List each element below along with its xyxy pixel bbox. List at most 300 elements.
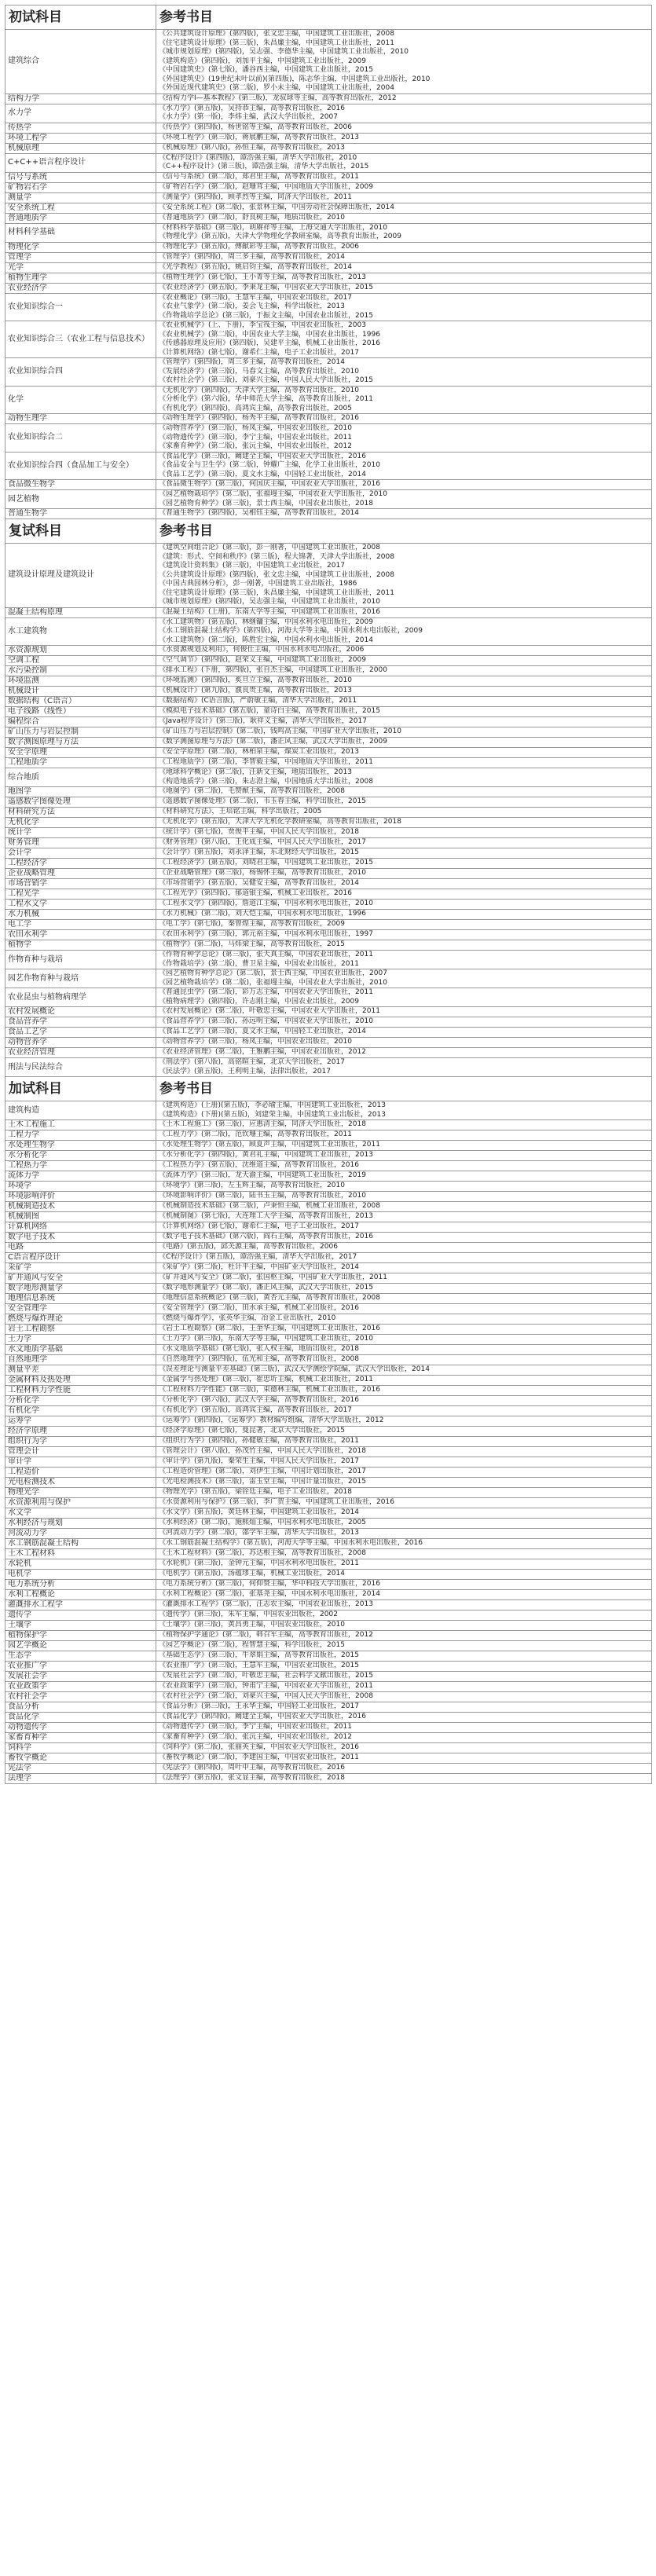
book-entry: 《植物病理学》(第四版)，许志刚主编，中国农业出版社，2009 <box>159 997 359 1006</box>
subject-cell: 水工钢筋混凝土结构 <box>5 1539 156 1549</box>
subject-cell: 机械制图 <box>5 1212 156 1222</box>
books-cell <box>156 758 652 768</box>
subject-cell: 测量学 <box>5 192 156 203</box>
subject-cell: 农业知识综合三（农业工程与信息技术） <box>5 321 156 358</box>
books-cell <box>156 1151 652 1161</box>
book-entry: 《园艺植物育种学》(第三版)，景士西主编，中国农业出版社，2018 <box>159 499 373 508</box>
subject-cell: 测量平差 <box>5 1365 156 1376</box>
books-cell <box>156 1559 652 1570</box>
table-row <box>5 1017 652 1028</box>
books-cell <box>156 1406 652 1416</box>
book-entry: 《数字电子技术基础》(第六版)，阎石主编，高等教育出版社，2016 <box>159 1233 373 1241</box>
table-row <box>5 1427 652 1437</box>
book-entry: 《统计学》(第七版)，贾俊平主编，中国人民大学出版社，2018 <box>159 828 359 837</box>
book-entry: 《家畜育种学》(第二版)，张沅主编，中国农业出版社，2012 <box>159 442 352 450</box>
books-cell <box>156 1345 652 1355</box>
book-entry: 《民法学》(第五版)，王利明主编，法律出版社，2017 <box>159 1067 331 1075</box>
books-cell <box>156 1508 652 1519</box>
books-cell <box>156 646 652 656</box>
books-cell <box>156 1539 652 1549</box>
book-entry: 《管理学》(第四版)，周三多主编，高等教育出版社，2014 <box>159 252 345 261</box>
table-row <box>5 697 652 707</box>
books-cell <box>156 988 652 1007</box>
subject-cell: 电工学 <box>5 920 156 930</box>
subject-cell: 统计学 <box>5 828 156 838</box>
book-entry: 《建筑：形式、空间和秩序》(第三版)，程大锦著，天津大学出版社，2008 <box>159 552 394 561</box>
table-row <box>5 1406 652 1416</box>
table-row <box>5 1058 652 1077</box>
subject-cell: 家畜育种学 <box>5 1733 156 1743</box>
subject-cell: 电力系统分析 <box>5 1580 156 1590</box>
books-column-header: 参考书目 <box>156 519 652 544</box>
subject-cell: 农业知识综合四（食品加工与安全） <box>5 452 156 480</box>
books-cell <box>156 1365 652 1376</box>
subject-cell: 发展社会学 <box>5 1672 156 1682</box>
book-entry: 《农业气象学》(第二版)，姜会飞主编，科学出版社，2013 <box>159 302 345 310</box>
table-row <box>5 930 652 940</box>
table-row <box>5 1478 652 1488</box>
subject-cell: 市场营销学 <box>5 879 156 889</box>
subject-cell: 农业政策学 <box>5 1682 156 1692</box>
table-row <box>5 358 652 387</box>
subject-cell: 食品工艺学 <box>5 1028 156 1038</box>
book-entry: 《矿山压力与岩层控制》(第二版)，钱鸣高主编，中国矿业大学出版社，2010 <box>159 727 401 736</box>
book-entry: 《运筹学》(第四版)，《运筹学》教材编写组编，清华大学出版社，2012 <box>159 1416 384 1425</box>
subject-cell: 采矿学 <box>5 1263 156 1273</box>
books-cell <box>156 1028 652 1038</box>
subject-cell: 河流动力学 <box>5 1529 156 1539</box>
books-cell <box>156 687 652 697</box>
subject-cell: 管理学 <box>5 252 156 262</box>
books-cell <box>156 30 652 94</box>
book-entry: 《电路》(第五版)，邱关源主编，高等教育出版社，2006 <box>159 1243 338 1251</box>
table-row <box>5 262 652 273</box>
table-row <box>5 1130 652 1141</box>
books-cell <box>156 1325 652 1335</box>
table-row <box>5 1028 652 1038</box>
books-cell <box>156 1713 652 1723</box>
table-row <box>5 30 652 94</box>
subject-cell: 农业推广学 <box>5 1662 156 1672</box>
book-entry: 《水利经济》(第二版)，施熙灿主编，中国水利水电出版社，2005 <box>159 1519 366 1527</box>
book-entry: 《C程序设计》(第五版)，谭浩强主编，清华大学出版社，2017 <box>159 1253 357 1262</box>
book-entry: 《河流动力学》(第二版)，邵学军主编，清华大学出版社，2013 <box>159 1529 359 1537</box>
table-row <box>5 1488 652 1498</box>
book-entry: 《城市规划原理》(第四版)，吴志强、李德华主编，中国建筑工业出版社，2010 <box>159 48 409 56</box>
table-row <box>5 818 652 828</box>
book-entry: 《材料科学基础》(第三版)，胡赓祥等主编，上海交通大学出版社，2010 <box>159 223 387 232</box>
book-entry: 《燃烧与爆炸学》，张英华主编，冶金工业出版社，2010 <box>159 1314 336 1323</box>
subject-cell: 工程热力学 <box>5 1161 156 1171</box>
books-cell <box>156 930 652 940</box>
books-cell <box>156 1580 652 1590</box>
book-entry: 《机械设计》(第九版)，濮良贵主编，高等教育出版社，2013 <box>159 687 352 695</box>
table-row <box>5 1304 652 1314</box>
books-cell <box>156 242 652 252</box>
books-cell <box>156 1304 652 1314</box>
book-entry: 《机械制图》(第七版)，大连理工大学主编，高等教育出版社，2013 <box>159 1212 373 1221</box>
table-row <box>5 1335 652 1345</box>
table-row <box>5 1733 652 1743</box>
table-row <box>5 1141 652 1151</box>
book-entry: 《工程造价管理》(第二版)，刘伊生主编，中国计划出版社，2017 <box>159 1468 366 1476</box>
book-entry: 《水工钢筋混凝土结构学》(第五版)，河海大学等主编，中国水利水电出版社，2016 <box>159 1539 423 1548</box>
table-row <box>5 1753 652 1764</box>
subject-cell: 安全学原理 <box>5 748 156 758</box>
subject-cell: 遗传学 <box>5 1610 156 1621</box>
table-row <box>5 848 652 859</box>
subject-cell: 水力机械 <box>5 910 156 920</box>
books-cell <box>156 920 652 930</box>
table-row <box>5 1355 652 1365</box>
subject-cell: 水污染控制 <box>5 666 156 676</box>
book-entry: 《水工建筑物》(第二版)，陈胜宏主编，中国水利水电出版社，2014 <box>159 636 373 644</box>
books-cell <box>156 203 652 213</box>
book-entry: 《灌溉排水工程学》(第二版)，汪志农主编，中国农业出版社，2013 <box>159 1600 373 1609</box>
table-body <box>5 5 652 1784</box>
book-entry: 《刑法学》(第八版)，高铭暄主编，北京大学出版社，2017 <box>159 1058 345 1066</box>
subject-cell: 生态学 <box>5 1651 156 1662</box>
subject-cell: 水力学 <box>5 104 156 123</box>
subject-cell: 农业知识综合四 <box>5 358 156 387</box>
book-entry: 《宪法学》(第四版)，周叶中主编，高等教育出版社，2016 <box>159 1764 345 1772</box>
subject-cell: 水轮机 <box>5 1559 156 1570</box>
table-row <box>5 910 652 920</box>
table-row <box>5 988 652 1007</box>
book-entry: 《企业战略管理》(第三版)，杨锡怀主编，高等教育出版社，2010 <box>159 869 366 878</box>
subject-cell: 动物营养学 <box>5 1038 156 1048</box>
table-row <box>5 1713 652 1723</box>
book-entry: 《工程水文学》(第四版)，詹道江主编，中国水利水电出版社，2010 <box>159 900 373 908</box>
book-entry: 《环境学》(第三版)，左玉辉主编，高等教育出版社，2010 <box>159 1182 345 1190</box>
table-row <box>5 889 652 900</box>
book-entry: 《电工学》(第七版)，秦曾煌主编，高等教育出版社，2009 <box>159 920 345 929</box>
book-entry: 《城市规划原理》(第四版)，吴志强主编，中国建筑工业出版社，2010 <box>159 598 380 606</box>
subject-cell: 光学 <box>5 262 156 273</box>
book-entry: 《水文学》(第五版)，黄廷林主编，中国建筑工业出版社，2014 <box>159 1508 359 1517</box>
books-cell <box>156 969 652 988</box>
subject-cell: 遥感数字图像处理 <box>5 797 156 808</box>
subject-cell: 土壤学 <box>5 1621 156 1631</box>
books-cell <box>156 480 652 490</box>
books-cell <box>156 213 652 223</box>
table-row <box>5 940 652 951</box>
subject-cell: 电子线路（线性） <box>5 707 156 717</box>
book-entry: 《经济学原理》(第七版)，曼昆著，北京大学出版社，2015 <box>159 1427 345 1435</box>
table-row <box>5 748 652 758</box>
subject-cell: 地理信息系统 <box>5 1294 156 1304</box>
subject-cell: 动物遗传学 <box>5 1723 156 1733</box>
book-entry: 《饲料学》(第二版)，张丽英主编，中国农业大学出版社，2016 <box>159 1743 359 1752</box>
subject-cell: 园艺作物育种与栽培 <box>5 969 156 988</box>
book-entry: 《植物学》(第二版)，马炜梁主编，高等教育出版社，2015 <box>159 940 345 949</box>
book-entry: 《农业机械学》(上、下册)，李宝筏主编，中国农业出版社，2003 <box>159 321 366 329</box>
book-entry: 《食品工艺学》(第三版)，夏文水主编，中国轻工业出版社，2014 <box>159 1028 366 1036</box>
book-entry: 《农村发展概论》(第二版)，叶敬忠主编，中国农业大学出版社，2011 <box>159 1007 380 1016</box>
books-cell <box>156 697 652 707</box>
book-entry: 《环境影响评价》(第三版)，陆书玉主编，高等教育出版社，2010 <box>159 1192 366 1200</box>
book-entry: 《植物生理学》(第七版)，王小菁等主编，高等教育出版社，2013 <box>159 273 366 281</box>
subject-cell: 岩土工程勘察 <box>5 1325 156 1335</box>
books-cell <box>156 104 652 123</box>
table-row <box>5 1529 652 1539</box>
section-additional-header <box>5 1077 652 1101</box>
books-cell <box>156 1529 652 1539</box>
books-cell <box>156 1416 652 1427</box>
table-row <box>5 104 652 123</box>
book-entry: 《土力学》(第三版)，东南大学等主编，中国建筑工业出版社，2010 <box>159 1335 373 1343</box>
table-row <box>5 617 652 646</box>
books-column-header: 参考书目 <box>156 1077 652 1101</box>
book-entry: 《基础生态学》(第三版)，牛翠娟主编，高等教育出版社，2015 <box>159 1651 359 1660</box>
book-entry: 《水力学》(第五版)，吴持恭主编，高等教育出版社，2016 <box>159 104 345 112</box>
book-entry: 《传热学》(第四版)，杨世铭等主编，高等教育出版社，2006 <box>159 123 352 131</box>
books-cell <box>156 1171 652 1182</box>
subject-cell: 食品营养学 <box>5 1017 156 1028</box>
subject-cell: 数字地形测量学 <box>5 1284 156 1294</box>
table-row <box>5 143 652 153</box>
subject-cell: 水文地质学基础 <box>5 1345 156 1355</box>
book-entry: 《水文地质学基础》(第七版)，张人权主编，地质出版社，2018 <box>159 1345 359 1354</box>
subject-cell: 地图学 <box>5 787 156 797</box>
book-entry: 《水轮机》(第三版)，金钟元主编，中国水利水电出版社，2011 <box>159 1559 359 1568</box>
subject-cell: 数字测图原理与方法 <box>5 738 156 748</box>
book-entry: 《家畜育种学》(第二版)，张沅主编，中国农业出版社，2012 <box>159 1733 352 1742</box>
book-entry: 《信号与系统》(第二版)，郑君里主编，高等教育出版社，2011 <box>159 172 359 181</box>
book-entry: 《中国建筑史》(第七版)，潘谷西主编，中国建筑工业出版社，2015 <box>159 66 373 74</box>
books-cell <box>156 1284 652 1294</box>
book-entry: 《分析化学》(第六版)，华中师范大学主编，高等教育出版社，2011 <box>159 395 373 403</box>
reference-book-table <box>5 5 652 1784</box>
table-row <box>5 1396 652 1406</box>
table-row <box>5 1651 652 1662</box>
book-entry: 《财务管理》(第八版)，王化成主编，中国人民大学出版社，2017 <box>159 838 366 847</box>
table-row <box>5 787 652 797</box>
subject-cell: 水利工程概论 <box>5 1590 156 1600</box>
table-row <box>5 1764 652 1774</box>
subject-cell: 分析化学 <box>5 1396 156 1406</box>
books-cell <box>156 172 652 182</box>
table-row <box>5 509 652 519</box>
table-row <box>5 969 652 988</box>
books-cell <box>156 787 652 797</box>
books-cell <box>156 133 652 143</box>
subject-cell: 金属材料及热处理 <box>5 1376 156 1386</box>
book-entry: 《作物栽培学》(第二版)，曹卫星主编，中国农业出版社，2011 <box>159 959 359 968</box>
book-entry: 《农业政策学》(第三版)，钟甫宁主编，中国农业大学出版社，2011 <box>159 1682 373 1691</box>
book-entry: 《工程材料力学性能》(第三版)，束德林主编，机械工业出版社，2016 <box>159 1386 380 1394</box>
table-row <box>5 1621 652 1631</box>
book-entry: 《农业机械学》(第二版)，中国农业大学主编，中国农业出版社，1996 <box>159 330 380 339</box>
table-row <box>5 768 652 787</box>
subject-cell: 饲料学 <box>5 1743 156 1753</box>
table-row <box>5 213 652 223</box>
books-cell <box>156 1130 652 1141</box>
book-entry: 《作物育种学总论》(第三版)，张天真主编，中国农业出版社，2011 <box>159 951 373 958</box>
subject-cell: 环境监测 <box>5 676 156 687</box>
subject-cell: 水分析化学 <box>5 1151 156 1161</box>
books-cell <box>156 1017 652 1028</box>
book-entry: 《测量学》(第四版)，顾孝烈等主编，同济大学出版社，2011 <box>159 192 352 201</box>
subject-cell: 信号与系统 <box>5 172 156 182</box>
table-row <box>5 1437 652 1447</box>
book-entry: 《组织行为学》(第四版)，孙健敏主编，高等教育出版社，2011 <box>159 1437 359 1446</box>
book-entry: 《农业经济管理》(第二版)，王雅鹏主编，中国农业出版社，2012 <box>159 1048 366 1057</box>
books-cell <box>156 1182 652 1192</box>
books-cell <box>156 1253 652 1263</box>
book-entry: 《数字测图原理与方法》(第二版)，潘正风主编，武汉大学出版社，2009 <box>159 738 387 746</box>
book-entry: 《材料研究方法》，王培铭主编，科学出版社，2005 <box>159 808 322 816</box>
section-initial-header <box>5 5 652 30</box>
table-row <box>5 203 652 213</box>
books-cell <box>156 1478 652 1488</box>
table-row <box>5 1101 652 1120</box>
table-row <box>5 1692 652 1702</box>
book-entry: 《公共建筑设计原理》(第四版)，张文忠主编，中国建筑工业出版社，2008 <box>159 570 394 579</box>
table-row <box>5 1007 652 1017</box>
books-cell <box>156 490 652 509</box>
books-cell <box>156 808 652 818</box>
subject-cell: 矿山压力与岩层控制 <box>5 727 156 738</box>
table-row <box>5 687 652 697</box>
subject-cell: 植物生理学 <box>5 273 156 283</box>
table-row <box>5 859 652 869</box>
subject-cell: 安全系统工程 <box>5 203 156 213</box>
books-cell <box>156 1733 652 1743</box>
books-cell <box>156 617 652 646</box>
table-row <box>5 1600 652 1610</box>
subject-cell: 工程经济学 <box>5 859 156 869</box>
table-row <box>5 676 652 687</box>
subject-cell: 企业战略管理 <box>5 869 156 879</box>
subject-cell: 光电检测技术 <box>5 1478 156 1488</box>
table-row <box>5 452 652 480</box>
subject-cell: 电机学 <box>5 1570 156 1580</box>
subject-cell: 矿井通风与安全 <box>5 1273 156 1284</box>
section-title: 初试科目 <box>5 5 156 30</box>
subject-cell: 会计学 <box>5 848 156 859</box>
books-cell <box>156 1672 652 1682</box>
subject-cell: 园艺植物 <box>5 490 156 509</box>
subject-cell: 土木工程材料 <box>5 1549 156 1559</box>
subject-cell: 空调工程 <box>5 656 156 666</box>
subject-cell: 数据结构（C语言） <box>5 697 156 707</box>
book-entry: 《食品安全与卫生学》(第二版)，钟耀广主编，化学工业出版社，2010 <box>159 461 380 469</box>
table-row <box>5 808 652 818</box>
books-cell <box>156 1641 652 1651</box>
books-cell <box>156 1621 652 1631</box>
book-entry: 《建筑空间组合论》(第三版)，彭一刚著，中国建筑工业出版社，2008 <box>159 544 380 551</box>
subject-cell: 管理会计 <box>5 1447 156 1457</box>
subject-cell: 土木工程施工 <box>5 1120 156 1130</box>
subject-cell: 刑法与民法综合 <box>5 1058 156 1077</box>
book-entry: 《水力学》(第一版)，李炜主编，武汉大学出版社，2007 <box>159 113 338 121</box>
table-row <box>5 490 652 509</box>
subject-cell: 环境影响评价 <box>5 1192 156 1202</box>
subject-cell: 运筹学 <box>5 1416 156 1427</box>
table-row <box>5 1202 652 1212</box>
table-row <box>5 951 652 969</box>
books-cell <box>156 293 652 321</box>
books-cell <box>156 1294 652 1304</box>
books-cell <box>156 1764 652 1774</box>
book-entry: 《农村社会学》(第三版)，刘豪兴主编，中国人民大学出版社，2015 <box>159 376 373 384</box>
table-row <box>5 321 652 358</box>
subject-cell: 水文学 <box>5 1508 156 1519</box>
table-row <box>5 283 652 293</box>
books-cell <box>156 1488 652 1498</box>
books-cell <box>156 797 652 808</box>
book-entry: 《电力系统分析》(第三版)，何仰赞主编，华中科技大学出版社，2016 <box>159 1580 380 1588</box>
book-entry: 《普通昆虫学》(第二版)，彩万志主编，中国农业大学出版社，2011 <box>159 988 373 996</box>
book-entry: 《有机化学》(第四版)，高鸿宾主编，高等教育出版社，2005 <box>159 404 352 412</box>
subject-cell: 土力学 <box>5 1335 156 1345</box>
table-row <box>5 192 652 203</box>
table-row <box>5 386 652 414</box>
table-row <box>5 424 652 453</box>
book-entry: 《工程力学》(第二版)，范钦珊主编，高等教育出版社，2011 <box>159 1130 352 1139</box>
table-row <box>5 1386 652 1396</box>
book-entry: 《地图学》(第二版)，毛赞猷主编，高等教育出版社，2008 <box>159 787 345 796</box>
books-cell <box>156 1048 652 1058</box>
books-cell <box>156 252 652 262</box>
table-row <box>5 172 652 182</box>
table-row <box>5 123 652 133</box>
book-entry: 《园艺植物育种学总论》(第二版)，景士西主编，中国农业出版社，2007 <box>159 969 387 977</box>
book-entry: 《安全学原理》(第二版)，林柏泉主编，煤炭工业出版社，2013 <box>159 748 359 757</box>
books-cell <box>156 1702 652 1713</box>
book-entry: 《植物保护学通论》(第二版)，韩召军主编，高等教育出版社，2012 <box>159 1631 373 1640</box>
book-entry: 《畜牧学概论》(第二版)，李建国主编，中国农业出版社，2011 <box>159 1753 359 1762</box>
book-entry: 《金属学与热处理》(第三版)，崔忠圻主编，机械工业出版社，2011 <box>159 1376 373 1384</box>
subject-cell: 传热学 <box>5 123 156 133</box>
book-entry: 《水工建筑物》(第五版)，林继镛主编，中国水利水电出版社，2009 <box>159 617 373 626</box>
books-cell <box>156 889 652 900</box>
books-cell <box>156 1549 652 1559</box>
subject-cell: 燃烧与爆炸理论 <box>5 1314 156 1325</box>
subject-cell: 机械制造技术 <box>5 1202 156 1212</box>
book-entry: 《动物生理学》(第四版)，杨秀平主编，高等教育出版社，2016 <box>159 414 359 423</box>
subject-cell: 材料科学基础 <box>5 223 156 242</box>
books-cell <box>156 1600 652 1610</box>
subject-cell: 农村社会学 <box>5 1692 156 1702</box>
books-cell <box>156 93 652 104</box>
book-entry: 《建筑构造》(第四版)，刘加平主编，中国建筑工业出版社，2009 <box>159 57 366 65</box>
table-row <box>5 1641 652 1651</box>
section-title: 复试科目 <box>5 519 156 544</box>
book-entry: 《食品微生物学》(第三版)，何国庆主编，中国农业大学出版社，2016 <box>159 480 380 489</box>
books-cell <box>156 283 652 293</box>
book-entry: 《安全系统工程》(第二版)，张景林主编，中国劳动社会保障出版社，2014 <box>159 203 394 211</box>
subject-cell: 混凝土结构原理 <box>5 607 156 617</box>
table-row <box>5 133 652 143</box>
books-cell <box>156 1427 652 1437</box>
subject-cell: 矿物岩石学 <box>5 182 156 192</box>
book-entry: 《结构力学Ⅰ—基本教程》(第三版)，龙驭球等主编，高等教育出版社，2012 <box>159 93 397 102</box>
table-row <box>5 1182 652 1192</box>
section-title: 加试科目 <box>5 1077 156 1101</box>
book-entry: 《农业经济学》(第五版)，李秉龙主编，中国农业大学出版社，2015 <box>159 283 373 291</box>
subject-cell: 工程地质学 <box>5 758 156 768</box>
book-entry: 《数据结构》(C语言版)，严蔚敏主编，清华大学出版社，2011 <box>159 697 357 705</box>
book-entry: 《地理信息系统概论》(第三版)，黄杏元主编，高等教育出版社，2008 <box>159 1294 380 1303</box>
table-row <box>5 738 652 748</box>
book-entry: 《电机学》(第五版)，汤蕴璆主编，机械工业出版社，2014 <box>159 1570 345 1578</box>
book-entry: 《外国建筑史》(19世纪末叶以前)(第四版)，陈志华主编，中国建筑工业出版社，2010 <box>159 75 431 83</box>
books-cell <box>156 1101 652 1120</box>
book-entry: 《物理化学》(第五版)，傅献彩等主编，高等教育出版社，2006 <box>159 242 359 251</box>
subject-cell: 普通地质学 <box>5 213 156 223</box>
